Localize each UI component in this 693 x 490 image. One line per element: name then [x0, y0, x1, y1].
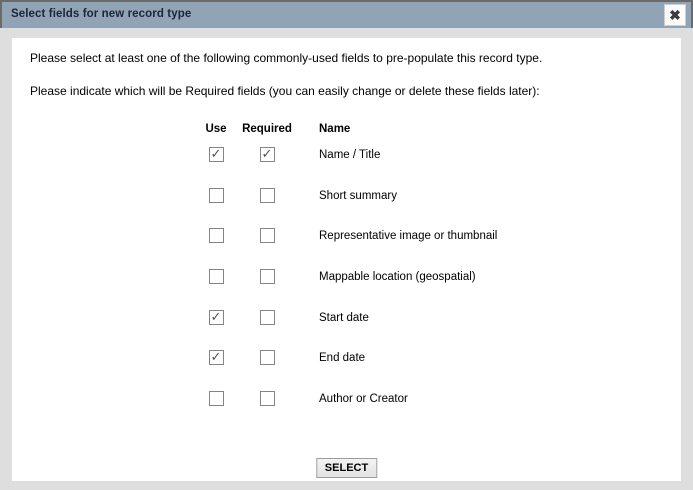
column-header-use: Use	[205, 123, 227, 135]
required-cell	[234, 391, 300, 432]
required-checkbox[interactable]	[260, 350, 275, 365]
fields-table	[198, 122, 497, 432]
required-cell	[234, 310, 300, 351]
close-button[interactable]	[664, 4, 686, 26]
select-button[interactable]: SELECT	[316, 458, 377, 478]
required-checkbox[interactable]	[260, 188, 275, 203]
use-checkbox[interactable]	[209, 188, 224, 203]
use-checkbox[interactable]	[209, 391, 224, 406]
intro-line-1: Please select at least one of the following commonly-used fields to pre-populate this record type.	[30, 51, 543, 65]
required-cell	[234, 350, 300, 391]
check-icon: ✓	[210, 146, 222, 161]
check-icon: ✓	[210, 349, 222, 365]
use-cell	[198, 310, 234, 351]
check-icon: ✓	[210, 308, 222, 324]
column-header-name: Name	[319, 123, 351, 135]
intro-line-2: Please indicate which will be Required fields (you can easily change or delete these fields later):	[30, 84, 540, 98]
field-name-label: Mappable location (geospatial)	[319, 271, 476, 284]
required-checkbox[interactable]	[260, 147, 275, 162]
use-cell	[198, 228, 234, 269]
field-name-label: Representative image or thumbnail	[319, 230, 498, 243]
field-name-label: Start date	[319, 311, 369, 324]
use-cell	[198, 269, 234, 310]
field-name-label: End date	[319, 352, 366, 365]
column-header-required: Required	[242, 123, 292, 135]
check-icon: ✓	[261, 146, 273, 161]
use-cell	[198, 391, 234, 432]
field-name-label: Short summary	[319, 189, 397, 202]
required-checkbox[interactable]	[260, 228, 275, 243]
use-cell	[198, 350, 234, 391]
dialog-body	[12, 38, 681, 481]
dialog-titlebar	[0, 0, 693, 28]
use-checkbox[interactable]	[209, 310, 224, 325]
required-cell	[234, 147, 300, 188]
close-icon: ✖	[669, 7, 681, 23]
field-name-label: Author or Creator	[319, 393, 408, 406]
required-checkbox[interactable]	[260, 310, 275, 325]
use-cell	[198, 147, 234, 188]
required-cell	[234, 188, 300, 229]
required-checkbox[interactable]	[260, 391, 275, 406]
required-cell	[234, 269, 300, 310]
field-name-label: Name / Title	[319, 149, 381, 161]
required-cell	[234, 228, 300, 269]
dialog-title: Select fields for new record type	[11, 8, 192, 20]
use-checkbox[interactable]	[209, 269, 224, 284]
required-checkbox[interactable]	[260, 269, 275, 284]
use-checkbox[interactable]	[209, 228, 224, 243]
use-cell	[198, 188, 234, 229]
use-checkbox[interactable]	[209, 147, 224, 162]
use-checkbox[interactable]	[209, 350, 224, 365]
